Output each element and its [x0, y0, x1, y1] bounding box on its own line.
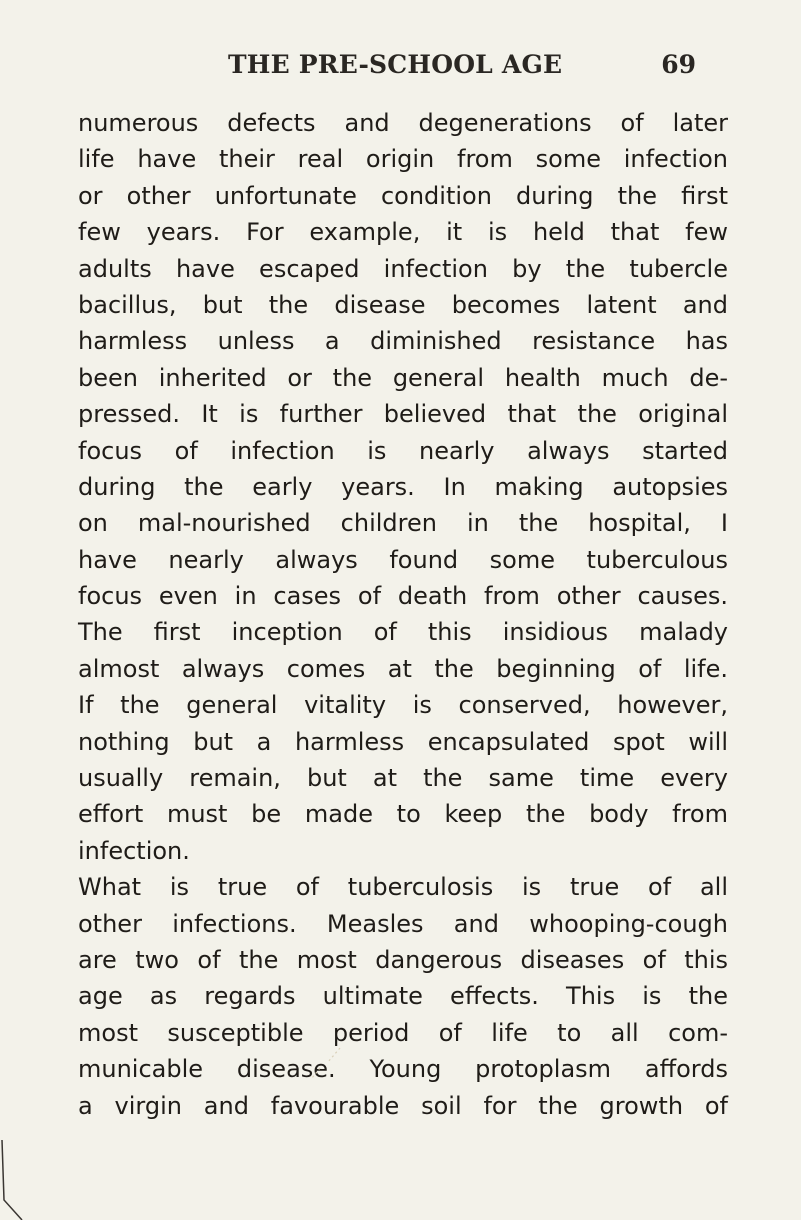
page-number: 69: [661, 50, 696, 79]
page-edge-mark: [0, 1140, 40, 1220]
text-line-paragraph-start: What is true of tuberculosis is true of all: [78, 873, 728, 902]
text-line: harmless unless a diminished resistance has: [78, 327, 728, 356]
text-line: numerous defects and degenerations of later: [78, 109, 728, 137]
text-line: life have their real origin from some infection: [78, 145, 728, 174]
text-line: on mal-nourished children in the hospital, I: [78, 509, 728, 538]
text-line: bacillus, but the disease becomes latent and: [78, 290, 728, 319]
paper-speck-mark: [290, 1040, 360, 1090]
text-line: pressed. It is further believed that the original: [78, 400, 728, 429]
text-line: The first inception of this insidious malady: [78, 618, 728, 647]
text-line: municable disease. Young protoplasm affords: [78, 1055, 728, 1084]
text-line: almost always comes at the beginning of life.: [78, 654, 728, 683]
text-line: most susceptible period of life to all com-: [78, 1018, 728, 1047]
text-line: usually remain, but at the same time every: [78, 764, 728, 793]
text-line-paragraph-end: infection.: [78, 836, 190, 865]
text-line: adults have escaped infection by the tubercle: [78, 254, 728, 283]
text-line: been inherited or the general health much de-: [78, 363, 728, 392]
text-line: effort must be made to keep the body from: [78, 800, 728, 829]
text-line: focus even in cases of death from other causes.: [78, 582, 728, 611]
text-line: age as regards ultimate effects. This is the: [78, 982, 728, 1011]
text-line: nothing but a harmless encapsulated spot will: [78, 727, 728, 756]
text-line: or other unfortunate condition during the first: [78, 181, 728, 210]
body-text: [78, 105, 728, 1124]
text-line: focus of infection is nearly always started: [78, 436, 728, 465]
text-line: If the general vitality is conserved, however,: [78, 691, 728, 720]
text-line: other infections. Measles and whooping-cough: [78, 909, 728, 938]
text-line: a virgin and favourable soil for the growth of: [78, 1091, 728, 1120]
running-title: THE PRE-SCHOOL AGE: [228, 50, 563, 79]
text-line: are two of the most dangerous diseases of this: [78, 945, 728, 974]
text-line: few years. For example, it is held that few: [78, 218, 728, 247]
text-line: during the early years. In making autopsies: [78, 472, 728, 501]
text-line: have nearly always found some tuberculous: [78, 545, 728, 574]
